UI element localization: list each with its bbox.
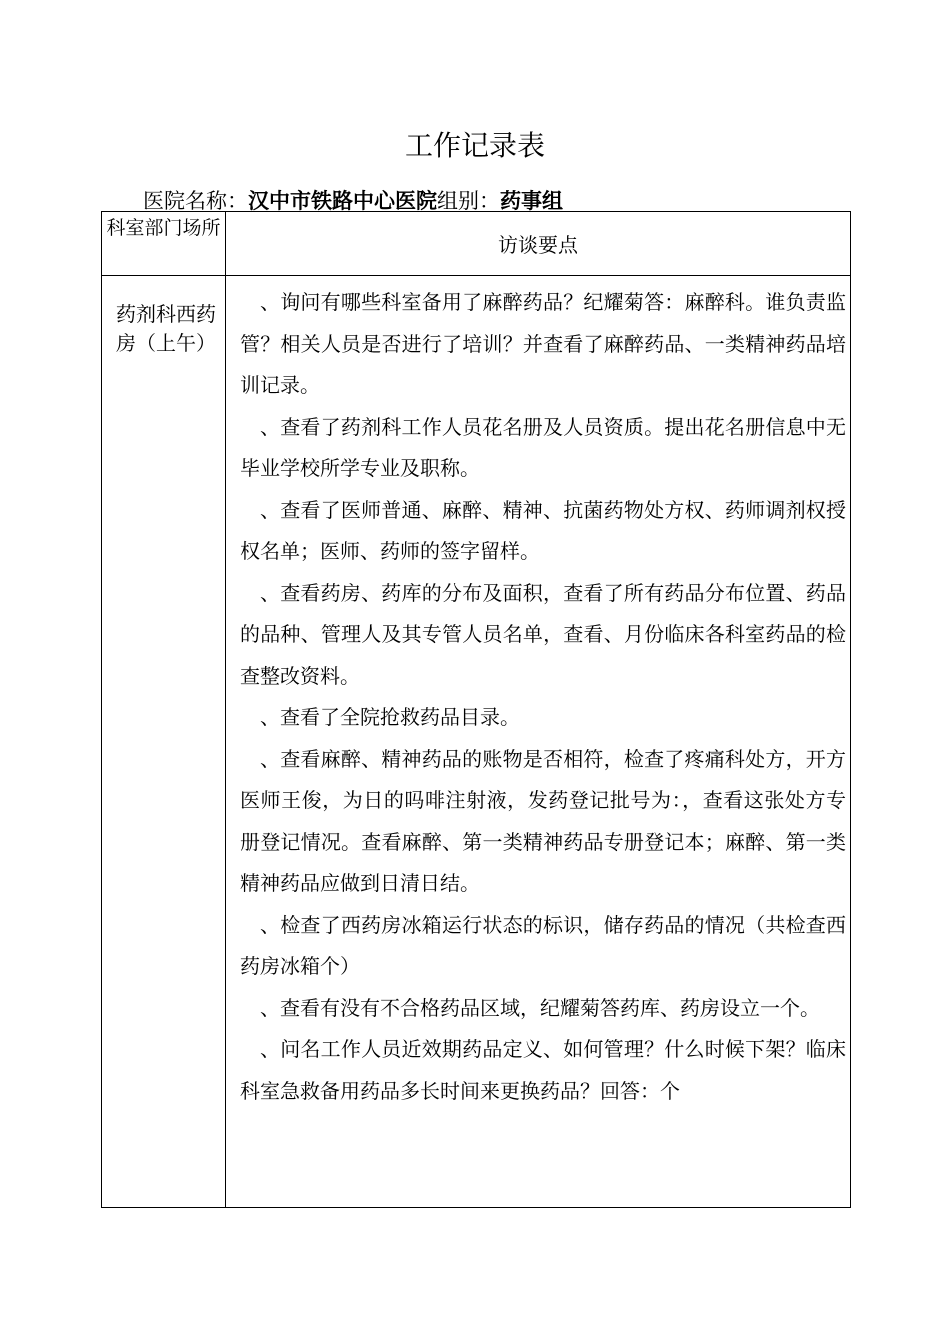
group-label: 组别：	[437, 189, 500, 213]
header-key-points: 访谈要点	[226, 212, 851, 276]
key-point-8: 、查看有没有不合格药品区域，纪耀菊答药库、药房设立一个。	[260, 995, 820, 1020]
key-point-4: 、查看药房、药库的分布及面积，查看了所有药品分布位置、药品的品种、管理人及其专管人员名单，查看、月份临床各科室药品的检查整改资料。	[240, 580, 846, 688]
hospital-name: 汉中市铁路中心医院	[248, 189, 437, 213]
key-point-2: 、查看了药剂科工作人员花名册及人员资质。提出花名册信息中无毕业学校所学专业及职称。	[240, 414, 846, 480]
department-cell: 药剂科西药房（上午）	[102, 276, 226, 1208]
group-name: 药事组	[500, 189, 563, 213]
key-point-5: 、查看了全院抢救药品目录。	[260, 705, 520, 729]
key-point-6: 、查看麻醉、精神药品的账物是否相符，检查了疼痛科处方，开方医师王俊，为日的吗啡注射液，发药登记批号为：，查看这张处方专册登记情况。查看麻醉、第一类精神药品专册登记本；麻醉、第一类精神药品应做到日清日结。	[240, 746, 846, 895]
table-row	[102, 276, 851, 1208]
document-title: 工作记录表	[404, 129, 545, 162]
key-point-9: 、问名工作人员近效期药品定义、如何管理？什么时候下架？临床科室急救备用药品多长时间来更换药品？回答：个	[240, 1037, 846, 1103]
key-point-7: 、检查了西药房冰箱运行状态的标识，储存药品的情况（共检查西药房冰箱个）	[240, 912, 846, 978]
key-point-3: 、查看了医师普通、麻醉、精神、抗菌药物处方权、药师调剂权授权名单；医师、药师的签字留样。	[240, 497, 846, 563]
key-point-1: 、询问有哪些科室备用了麻醉药品？纪耀菊答：麻醉科。谁负责监管？相关人员是否进行了培训？并查看了麻醉药品、一类精神药品培训记录。	[240, 290, 846, 397]
key-points-cell	[226, 276, 851, 1208]
header-department: 科室部门场所	[102, 212, 226, 276]
table-header-row	[102, 212, 851, 276]
hospital-label: 医院名称：	[143, 189, 248, 213]
record-table	[101, 211, 851, 1208]
